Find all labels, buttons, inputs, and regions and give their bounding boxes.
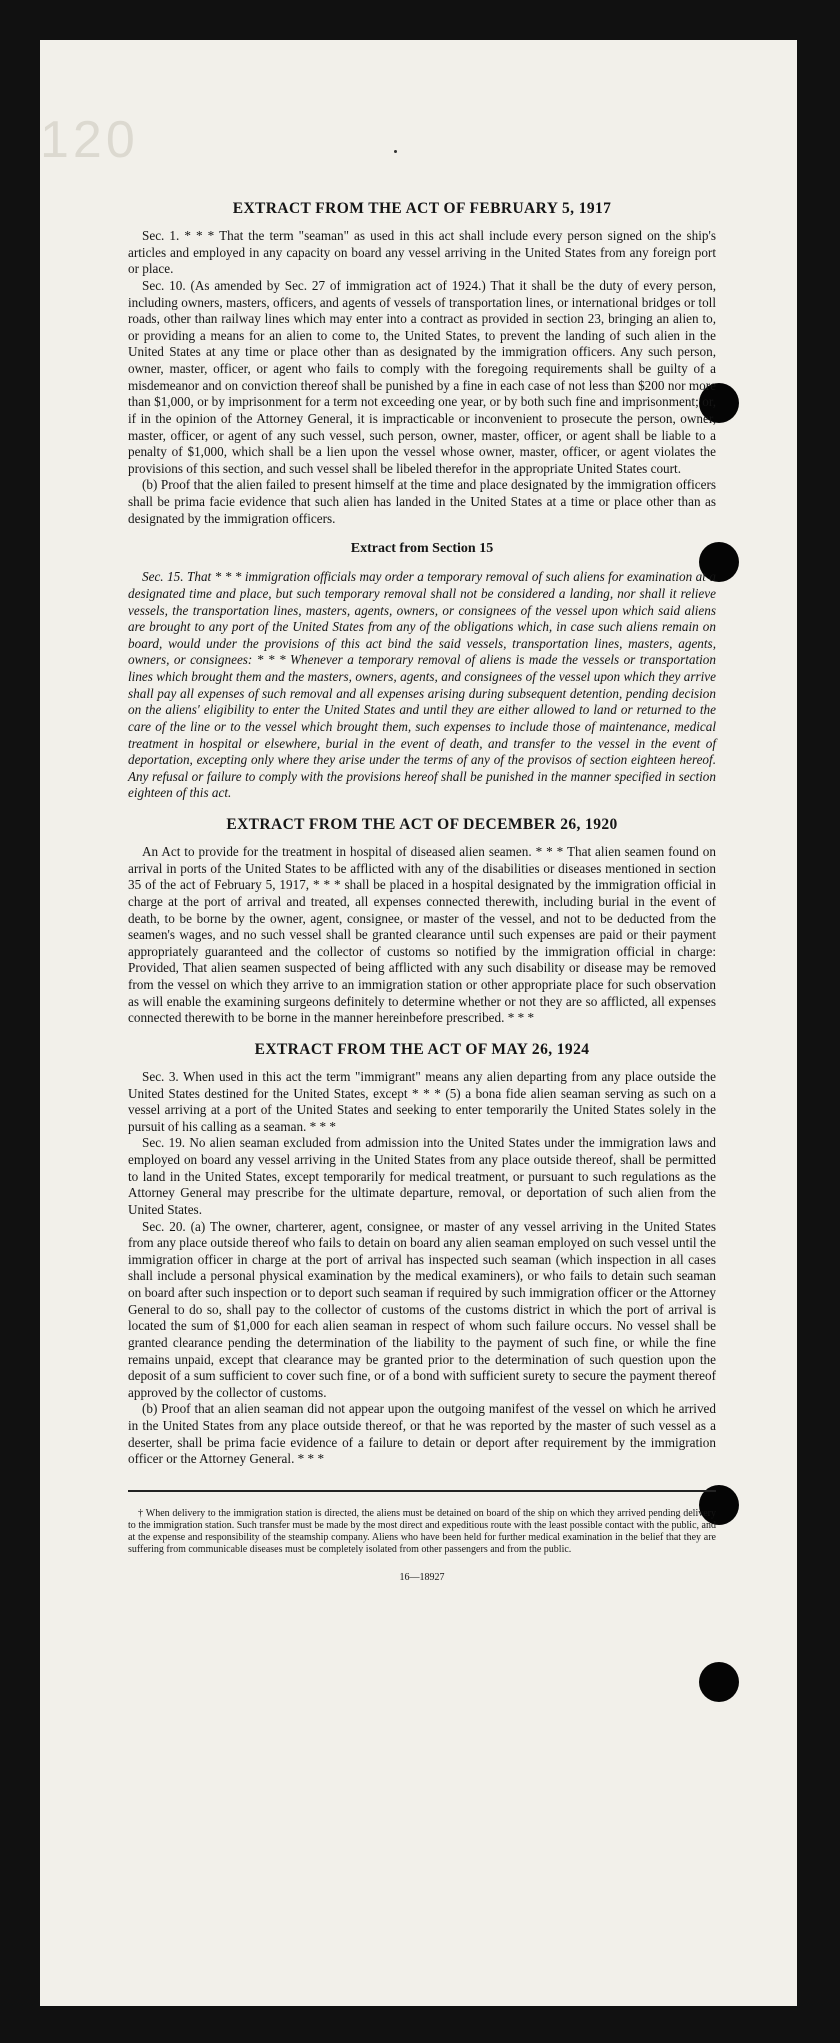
paragraph: An Act to provide for the treatment in hospital of diseased alien seamen. * * * That alien seamen found on arrival in ports of the United States to be afflicted with any of the disabilities or diseases mentioned in section 35 of the act of February 5, 1917, * * * shall be placed in a hospital designated by the immigration official in charge at the port of arrival and treated, all expenses connected therewith, including burial in the event of death, to be borne by the owner, agent, consignee, or master of the vessel, and not to be deducted from the seamen's wages, and no such vessel shall be granted clearance until such expenses are paid or their payment appropriately guaranteed and the collector of customs so notified by the immigration official in charge: Provided, That alien seamen suspected of being afflicted with any such disability or disease may be removed from the vessel on which they arrive to an immigration station or other appropriate place for such observation as will enable the examining surgeons definitely to determine whether or not they are so afflicted, all expenses connected therewith to be borne in the manner hereinbefore prescribed. * * *	[128, 844, 716, 1026]
footnote: † When delivery to the immigration station is directed, the aliens must be detained on board of the ship on which they arrived pending delivery to the immigration station. Such transfer must be made by the most direct and expeditious route with the least possible contact with the public, and at the expense and responsibility of the steamship company. Aliens who have been held for further medical examination in the belief that they are suffering from communicable diseases must be completely isolated from other passengers and from the public.	[128, 1507, 716, 1555]
subheading-section-15: Extract from Section 15	[350, 541, 494, 557]
paragraph: (b) Proof that the alien failed to present himself at the time and place designated by the immigration officers shall be prima facie evidence that such alien has landed in the United States at a time or place other than as designated by the immigration officers.	[128, 477, 716, 526]
paragraph-italic: Sec. 15. That * * * immigration officials may order a temporary removal of such aliens for examination at a designated time and place, but such temporary removal shall not be considered a landing, nor shall it relieve vessels, the transportation lines, masters, agents, owners, or consignees of the vessel upon which said aliens are brought to any port of the United States from any of the obligations which, in case such aliens remain on board, would under the provisions of this act bind the said vessels, transportation lines, masters, agents, owners, or consignees: * * * Whenever a temporary removal of aliens is made the vessels or transportation lines which brought them and the masters, owners, agents, and consignees of the vessel upon which they arrive shall pay all expenses of such removal and all expenses arising during subsequent detention, pending decision on the aliens' eligibility to enter the United States and until they are either allowed to land or returned to the care of the line or to the vessel which brought them, such expenses to include those of maintenance, medical treatment in hospital or elsewhere, burial in the event of death, and transfer to the vessel in the event of deportation, excepting only where they arise under the terms of any of the provisos of section eighteen hereof. Any refusal or failure to comply with the provisions hereof shall be punished in the manner specified in section eighteen of this act.	[128, 569, 716, 801]
punch-hole-4	[699, 1662, 739, 1702]
document-page	[40, 40, 797, 2006]
heading-act-1917: EXTRACT FROM THE ACT OF FEBRUARY 5, 1917	[232, 200, 612, 217]
faint-stamp-mark: 120	[40, 111, 139, 169]
heading-act-1924: EXTRACT FROM THE ACT OF MAY 26, 1924	[254, 1040, 590, 1058]
paragraph: Sec. 1. * * * That the term "seaman" as used in this act shall include every person signed on the ship's articles and employed in any capacity on board any vessel arriving in the United States from any foreign port or place.	[128, 228, 716, 277]
paragraph: Sec. 10. (As amended by Sec. 27 of immigration act of 1924.) That it shall be the duty of every person, including owners, masters, officers, and agents of vessels of transportation lines, or international bridges or toll roads, other than railway lines which may enter into a contract as provided in section 23, bringing an alien to, or providing a means for an alien to come to, the United States, to prevent the landing of such alien in the United States at any time or place other than as designated by the immigration officers. Any such person, owner, master, officer, or agent who fails to comply with the foregoing requirements shall be guilty of a misdemeanor and on conviction thereof shall be punished by a fine in each case of not less than $200 nor more than $1,000, or by imprisonment for a term not exceeding one year, or by both such fine and imprisonment; or, if in the opinion of the Attorney General, it is impracticable or inconvenient to prosecute the person, owner, master, officer, or agent of any such vessel, such person, owner, master, officer, or agent shall be liable to a penalty of $1,000, which shall be a lien upon the vessel whose owner, master, officer, or agent violates the provisions of this section, and such vessel shall be libeled therefor in the appropriate United States court.	[128, 277, 716, 476]
paragraph: Sec. 20. (a) The owner, charterer, agent, consignee, or master of any vessel arriving in the United States from any place outside thereof who fails to detain on board any alien seaman employed on such vessel until the immigration officer in charge at the port of arrival has inspected such seaman (which inspection in all cases shall include a personal physical examination by the medical examiners), or who fails to detain such seaman on board after such inspection or to deport such seaman if required by such immigration officer or the Attorney General to do so, shall pay to the collector of customs of the customs district in which the port of arrival is located the sum of $1,000 for each alien seaman in respect of whom such failure occurs. No vessel shall be granted clearance pending the determination of the liability to the payment of such fine, or while the fine remains unpaid, except that clearance may be granted prior to the determination of such question upon the deposit of a sum sufficient to cover such fine, or of a bond with sufficient surety to secure the payment thereof approved by the collector of customs.	[128, 1218, 716, 1400]
paragraph: Sec. 3. When used in this act the term "immigrant" means any alien departing from any place outside the United States destined for the United States, except * * * (5) a bona fide alien seaman serving as such on a vessel arriving at a port of the United States and seeking to enter temporarily the United States solely in the pursuit of his calling as a seaman. * * *	[128, 1068, 716, 1134]
paragraph: (b) Proof that an alien seaman did not appear upon the outgoing manifest of the vessel on which he arrived in the United States from any place outside thereof, or that he was reported by the master of such vessel as a deserter, shall be prima facie evidence of a failure to detain or deport after requirement by the immigration officer or the Attorney General. * * *	[128, 1401, 716, 1467]
heading-act-1920: EXTRACT FROM THE ACT OF DECEMBER 26, 1920	[226, 816, 618, 833]
print-code: 16—18927	[399, 1571, 445, 1583]
paragraph: Sec. 19. No alien seaman excluded from admission into the United States under the immigration laws and employed on board any vessel arriving in the United States from any place outside thereof, shall be permitted to land in the United States, except temporarily for medical treatment, or pursuant to such regulations as the Attorney General may prescribe for the ultimate departure, removal, or deportation of such alien from the United States.	[128, 1135, 716, 1217]
footnote-rule	[128, 1490, 716, 1492]
speck	[394, 150, 397, 153]
page-content	[128, 200, 716, 1583]
